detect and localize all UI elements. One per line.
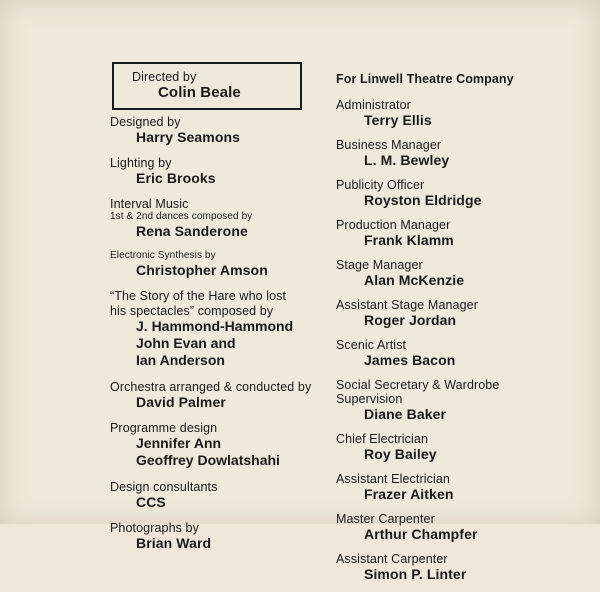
credit-name: Diane Baker <box>364 406 447 422</box>
directed-by-box <box>112 62 302 110</box>
credit-entry-stage-manager <box>336 258 536 288</box>
credit-subrole: Electronic Synthesis by <box>110 250 216 261</box>
credit-entry-electronic-synthesis <box>110 250 322 278</box>
credit-entry-photographs-by <box>110 521 322 551</box>
credit-name: Frank Klamm <box>364 232 454 248</box>
credit-role: Photographs by <box>110 521 199 535</box>
credit-role: Directed by <box>132 70 197 84</box>
credit-role: Publicity Officer <box>336 178 425 192</box>
credit-entry-assistant-electrician <box>336 472 536 502</box>
credit-entry-orchestra-arranged <box>110 380 322 410</box>
credit-name: Terry Ellis <box>364 112 432 128</box>
credit-entry-designed-by <box>110 115 322 145</box>
right-credits-column <box>336 72 536 592</box>
credit-role: Stage Manager <box>336 258 423 272</box>
credit-role: Interval Music <box>110 197 189 211</box>
credit-name: Jennifer Ann <box>136 435 222 451</box>
company-heading: For Linwell Theatre Company <box>336 72 514 86</box>
credit-entry-administrator <box>336 98 536 128</box>
credit-name: Arthur Champfer <box>364 526 478 542</box>
credit-entry-assistant-carpenter <box>336 552 536 582</box>
credit-role-line2: Supervision <box>336 392 403 406</box>
credit-name: L. M. Bewley <box>364 152 450 168</box>
credit-entry-publicity-officer <box>336 178 536 208</box>
credit-entry-lighting-by <box>110 156 322 186</box>
credit-name: Eric Brooks <box>136 170 216 186</box>
credit-role: Design consultants <box>110 480 218 494</box>
credit-entry-chief-electrician <box>336 432 536 462</box>
credit-name: Harry Seamons <box>136 129 241 145</box>
credit-name: Roy Bailey <box>364 446 437 462</box>
credit-entry-design-consultants <box>110 480 322 510</box>
credit-role: Administrator <box>336 98 411 112</box>
credit-role: Assistant Stage Manager <box>336 298 478 312</box>
credit-name: Simon P. Linter <box>364 566 467 582</box>
credit-name: Royston Eldridge <box>364 192 482 208</box>
credit-name: Roger Jordan <box>364 312 457 328</box>
credit-role: Scenic Artist <box>336 338 407 352</box>
credit-entry-production-manager <box>336 218 536 248</box>
credit-name: CCS <box>136 494 166 510</box>
credit-role: Production Manager <box>336 218 451 232</box>
credit-name: Alan McKenzie <box>364 272 465 288</box>
credit-role: Chief Electrician <box>336 432 429 446</box>
credit-entry-business-manager <box>336 138 536 168</box>
credit-name: J. Hammond-Hammond <box>136 318 294 334</box>
credit-role: Orchestra arranged & conducted by <box>110 380 312 394</box>
credit-subrole: 1st & 2nd dances composed by <box>110 211 253 222</box>
credit-entry-programme-design <box>110 421 322 469</box>
credit-role: Assistant Carpenter <box>336 552 448 566</box>
left-credits-column <box>110 115 322 562</box>
credit-name: Christopher Amson <box>136 262 268 278</box>
credit-role: Business Manager <box>336 138 442 152</box>
credit-role: “The Story of the Hare who lost <box>110 289 287 303</box>
credit-name: Colin Beale <box>158 84 241 101</box>
credit-role: Assistant Electrician <box>336 472 450 486</box>
credit-entry-master-carpenter <box>336 512 536 542</box>
credit-entry-assistant-stage-manager <box>336 298 536 328</box>
credit-role: Designed by <box>110 115 181 129</box>
credit-role: Master Carpenter <box>336 512 435 526</box>
credit-role: Programme design <box>110 421 218 435</box>
credit-entry-story-of-the-hare <box>110 289 322 369</box>
credit-role: Lighting by <box>110 156 172 170</box>
credit-name: Geoffrey Dowlatshahi <box>136 452 280 468</box>
credit-name: John Evan and <box>136 335 236 351</box>
credit-entry-scenic-artist <box>336 338 536 368</box>
credit-name: Rena Sanderone <box>136 223 248 239</box>
credit-name: Frazer Aitken <box>364 486 454 502</box>
credit-name: David Palmer <box>136 394 226 410</box>
credit-entry-social-secretary-wardrobe <box>336 378 536 422</box>
credit-entry-interval-music <box>110 197 322 239</box>
credit-role-line2: his spectacles” composed by <box>110 303 274 318</box>
credit-name: Brian Ward <box>136 535 212 551</box>
credit-role: Social Secretary & Wardrobe <box>336 378 500 392</box>
credit-name: James Bacon <box>364 352 456 368</box>
credit-name: Ian Anderson <box>136 352 225 368</box>
